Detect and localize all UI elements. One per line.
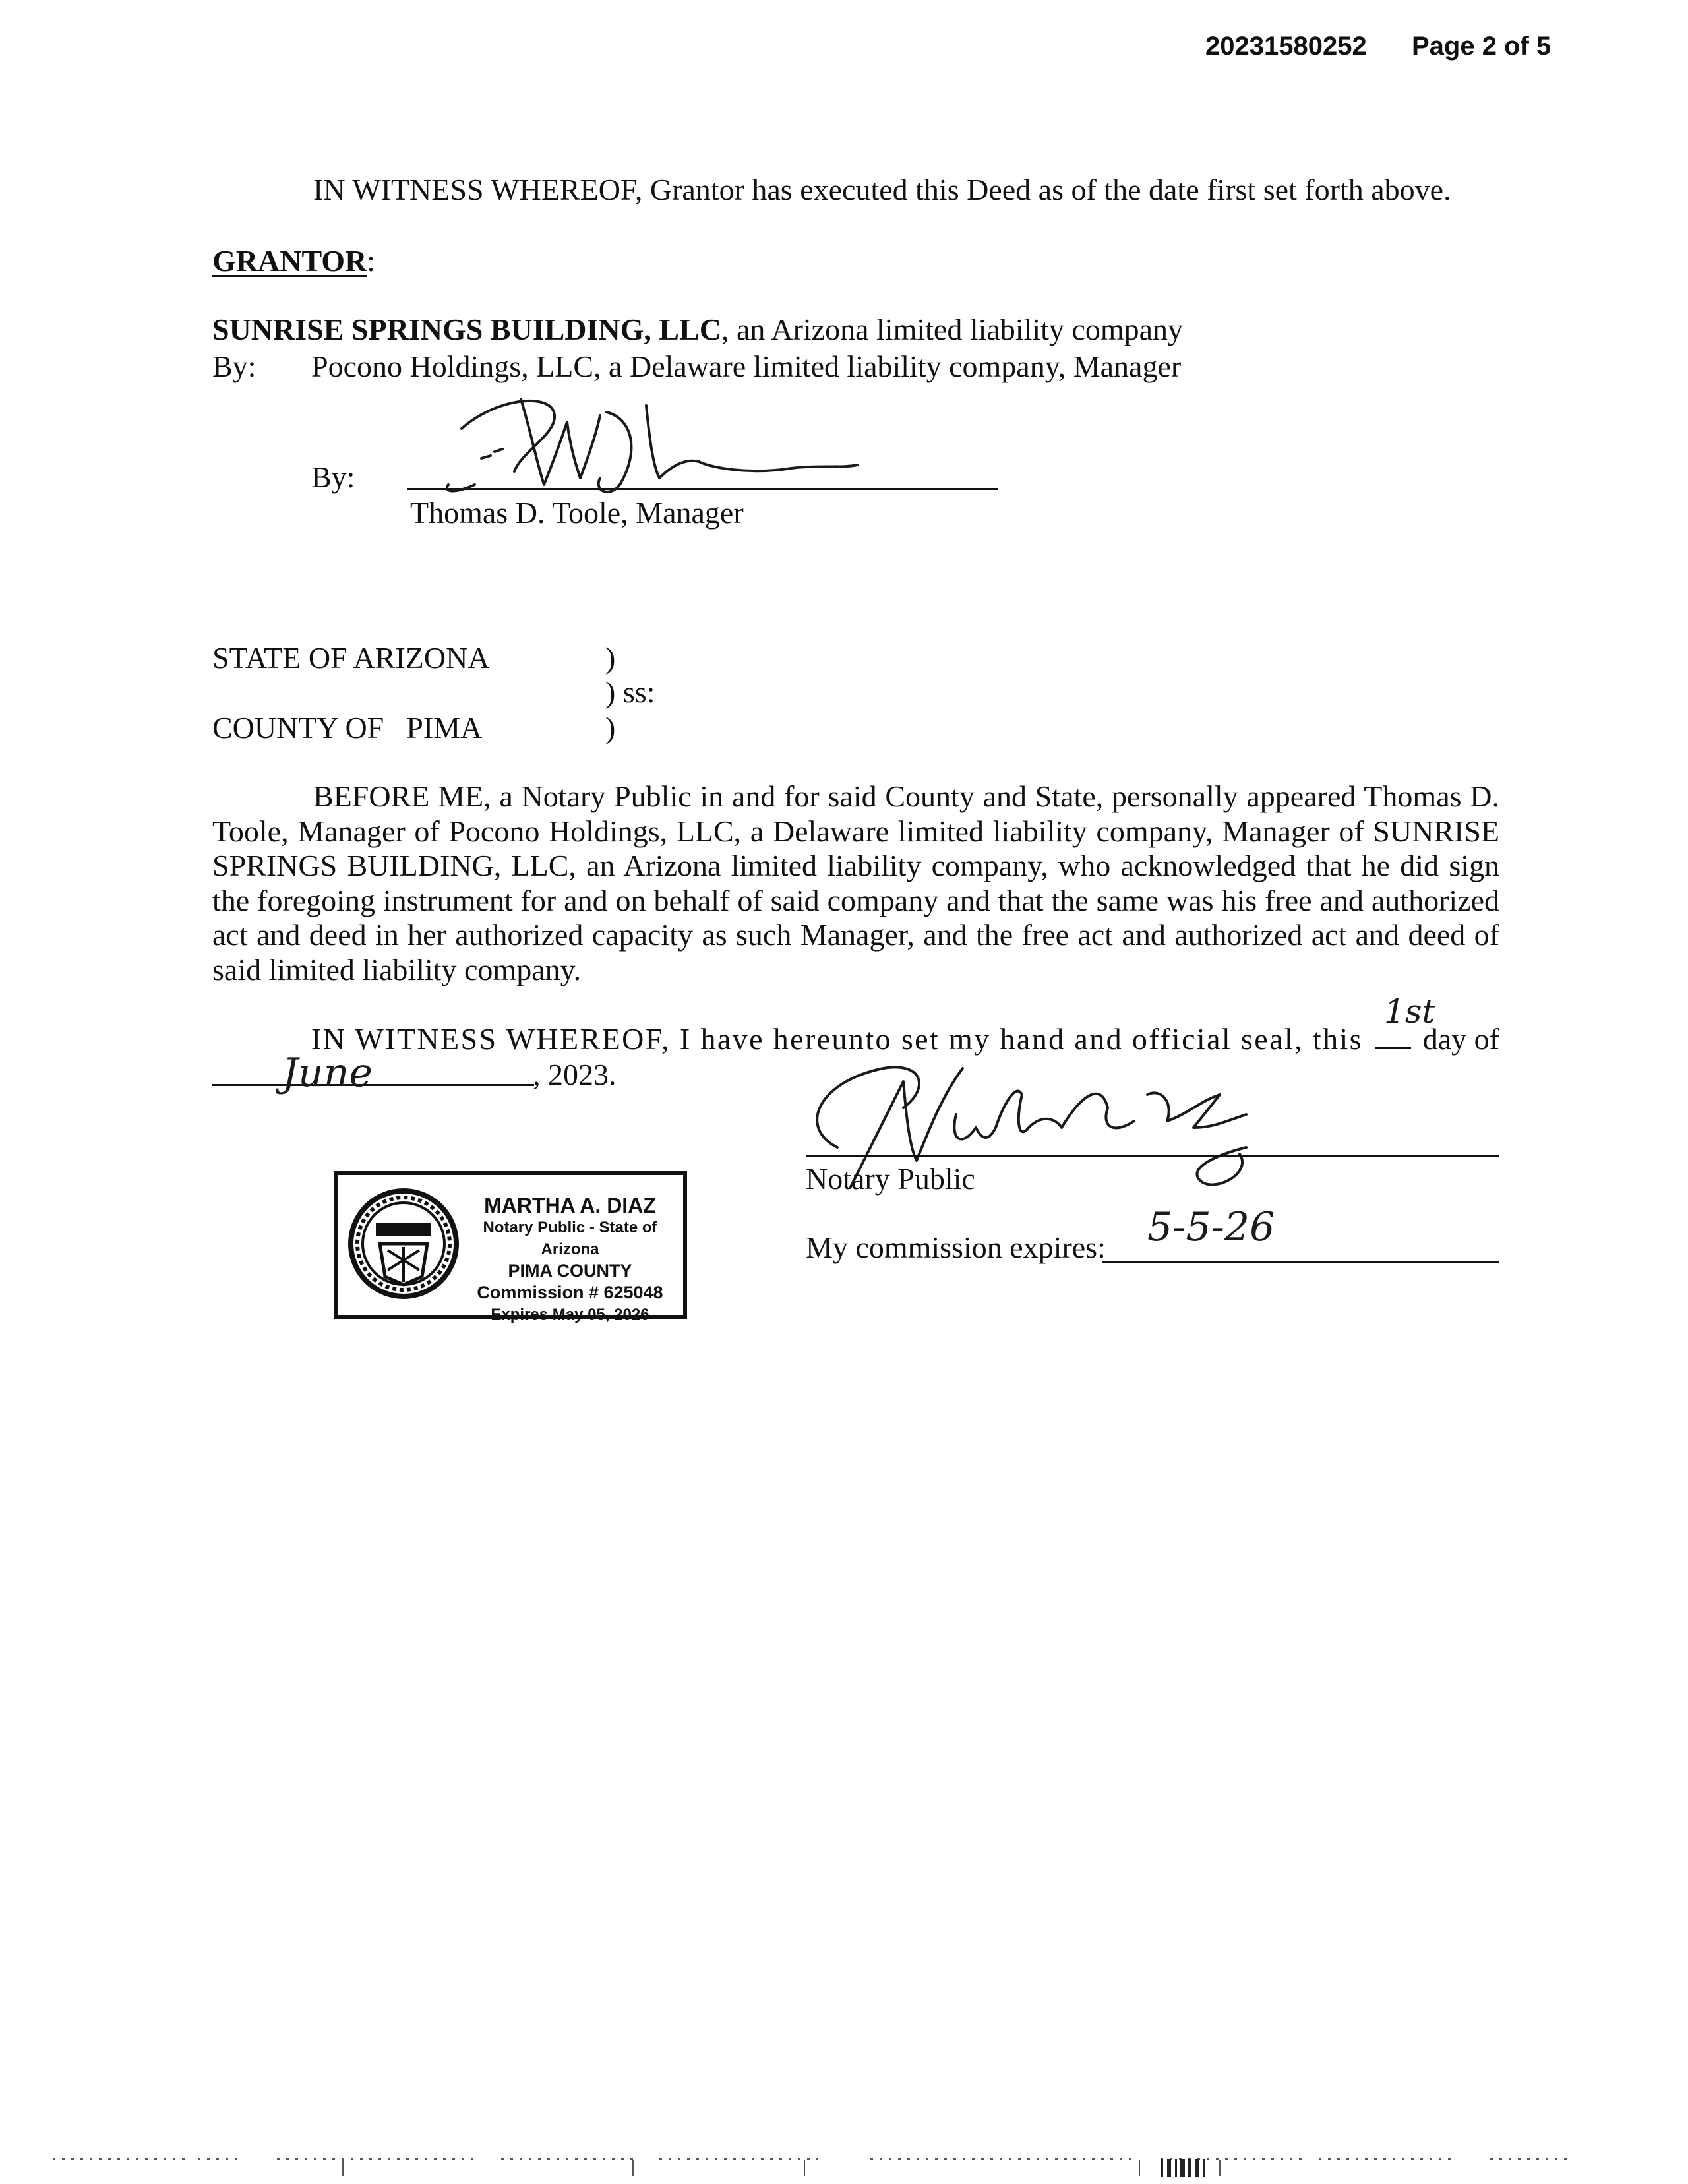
acknowledgment-paragraph: BEFORE ME, a Notary Public in and for said County and State, personally appeared Thomas D. Toole, Manager of Pocono Holdings, LLC, a Delaware limited liability company, Manager of SUNRISE SPRINGS BUILDING, LLC, an Arizona limited liability company, who acknowledged that he did sign the foregoing instrument for and on behalf of said company and that the same was his free and authorized act and deed in her authorized capacity as such Manager, and the free act and authorized act and deed of said limited liability company. — [212, 779, 1499, 986]
month-blank — [212, 1084, 534, 1086]
stamp-notary-name: MARTHA A. DIAZ — [484, 1194, 656, 1217]
grantor-heading — [212, 244, 375, 278]
document-number: 20231580252 — [1205, 32, 1367, 61]
stamp-county: PIMA COUNTY — [508, 1261, 632, 1281]
notary-witness-text-before: IN WITNESS WHEREOF, I have hereunto set my hand and official seal, this — [311, 1022, 1363, 1056]
venue-paren-ss: ) ss: — [605, 675, 655, 709]
notary-signature-line — [806, 1155, 1499, 1157]
signer-name-title: Thomas D. Toole, Manager — [410, 496, 744, 530]
grantor-company-description: , an Arizona limited liability company — [721, 313, 1184, 346]
grantor-company-line — [212, 313, 1183, 347]
notary-stamp — [334, 1171, 687, 1323]
notary-witness-line — [311, 992, 1499, 1056]
day-handwritten: 1st — [1384, 992, 1435, 1031]
notary-stamp-text — [456, 1195, 684, 1325]
notary-public-label: Notary Public — [806, 1162, 975, 1196]
month-handwritten: June — [282, 1050, 373, 1096]
scan-artifact-strip — [0, 2155, 1688, 2181]
grantor-heading-label: GRANTOR — [212, 244, 367, 278]
notary-witness-text-after: day of — [1422, 1022, 1499, 1056]
page-number: Page 2 of 5 — [1411, 32, 1552, 61]
stamp-expiration: Expires May 05, 2026 — [491, 1306, 649, 1323]
commission-expires-handwritten: 5-5-26 — [1147, 1204, 1275, 1250]
venue-paren-1: ) — [605, 641, 616, 675]
grantor-heading-colon: : — [367, 244, 376, 278]
venue-county-name: PIMA — [406, 711, 483, 744]
page-header — [1205, 32, 1551, 61]
day-blank — [1375, 992, 1435, 1049]
notary-witness-text — [311, 1022, 1363, 1056]
grantor-signature — [422, 386, 884, 504]
venue-county — [212, 711, 482, 745]
grantor-manager-entity: Pocono Holdings, LLC, a Delaware limited liability company, Manager — [311, 349, 1182, 383]
grantor-company-name: SUNRISE SPRINGS BUILDING, LLC — [212, 313, 721, 346]
year-text: , 2023. — [533, 1058, 617, 1091]
stamp-notary-title: Notary Public - State of Arizona — [483, 1219, 657, 1258]
notary-seal-icon — [344, 1184, 463, 1303]
signer-by-label: By: — [311, 460, 355, 494]
venue-state: STATE OF ARIZONA — [212, 641, 490, 675]
stamp-commission-number: Commission # 625048 — [477, 1283, 663, 1302]
grantor-by-label: By: — [212, 349, 256, 383]
grantor-witness-line: IN WITNESS WHEREOF, Grantor has executed this Deed as of the date first set forth above. — [313, 173, 1451, 206]
venue-paren-3: ) — [605, 711, 616, 744]
commission-expires-label: My commission expires: — [806, 1230, 1106, 1264]
commission-expires-line — [1102, 1261, 1499, 1263]
venue-county-prefix: COUNTY OF — [212, 711, 384, 744]
